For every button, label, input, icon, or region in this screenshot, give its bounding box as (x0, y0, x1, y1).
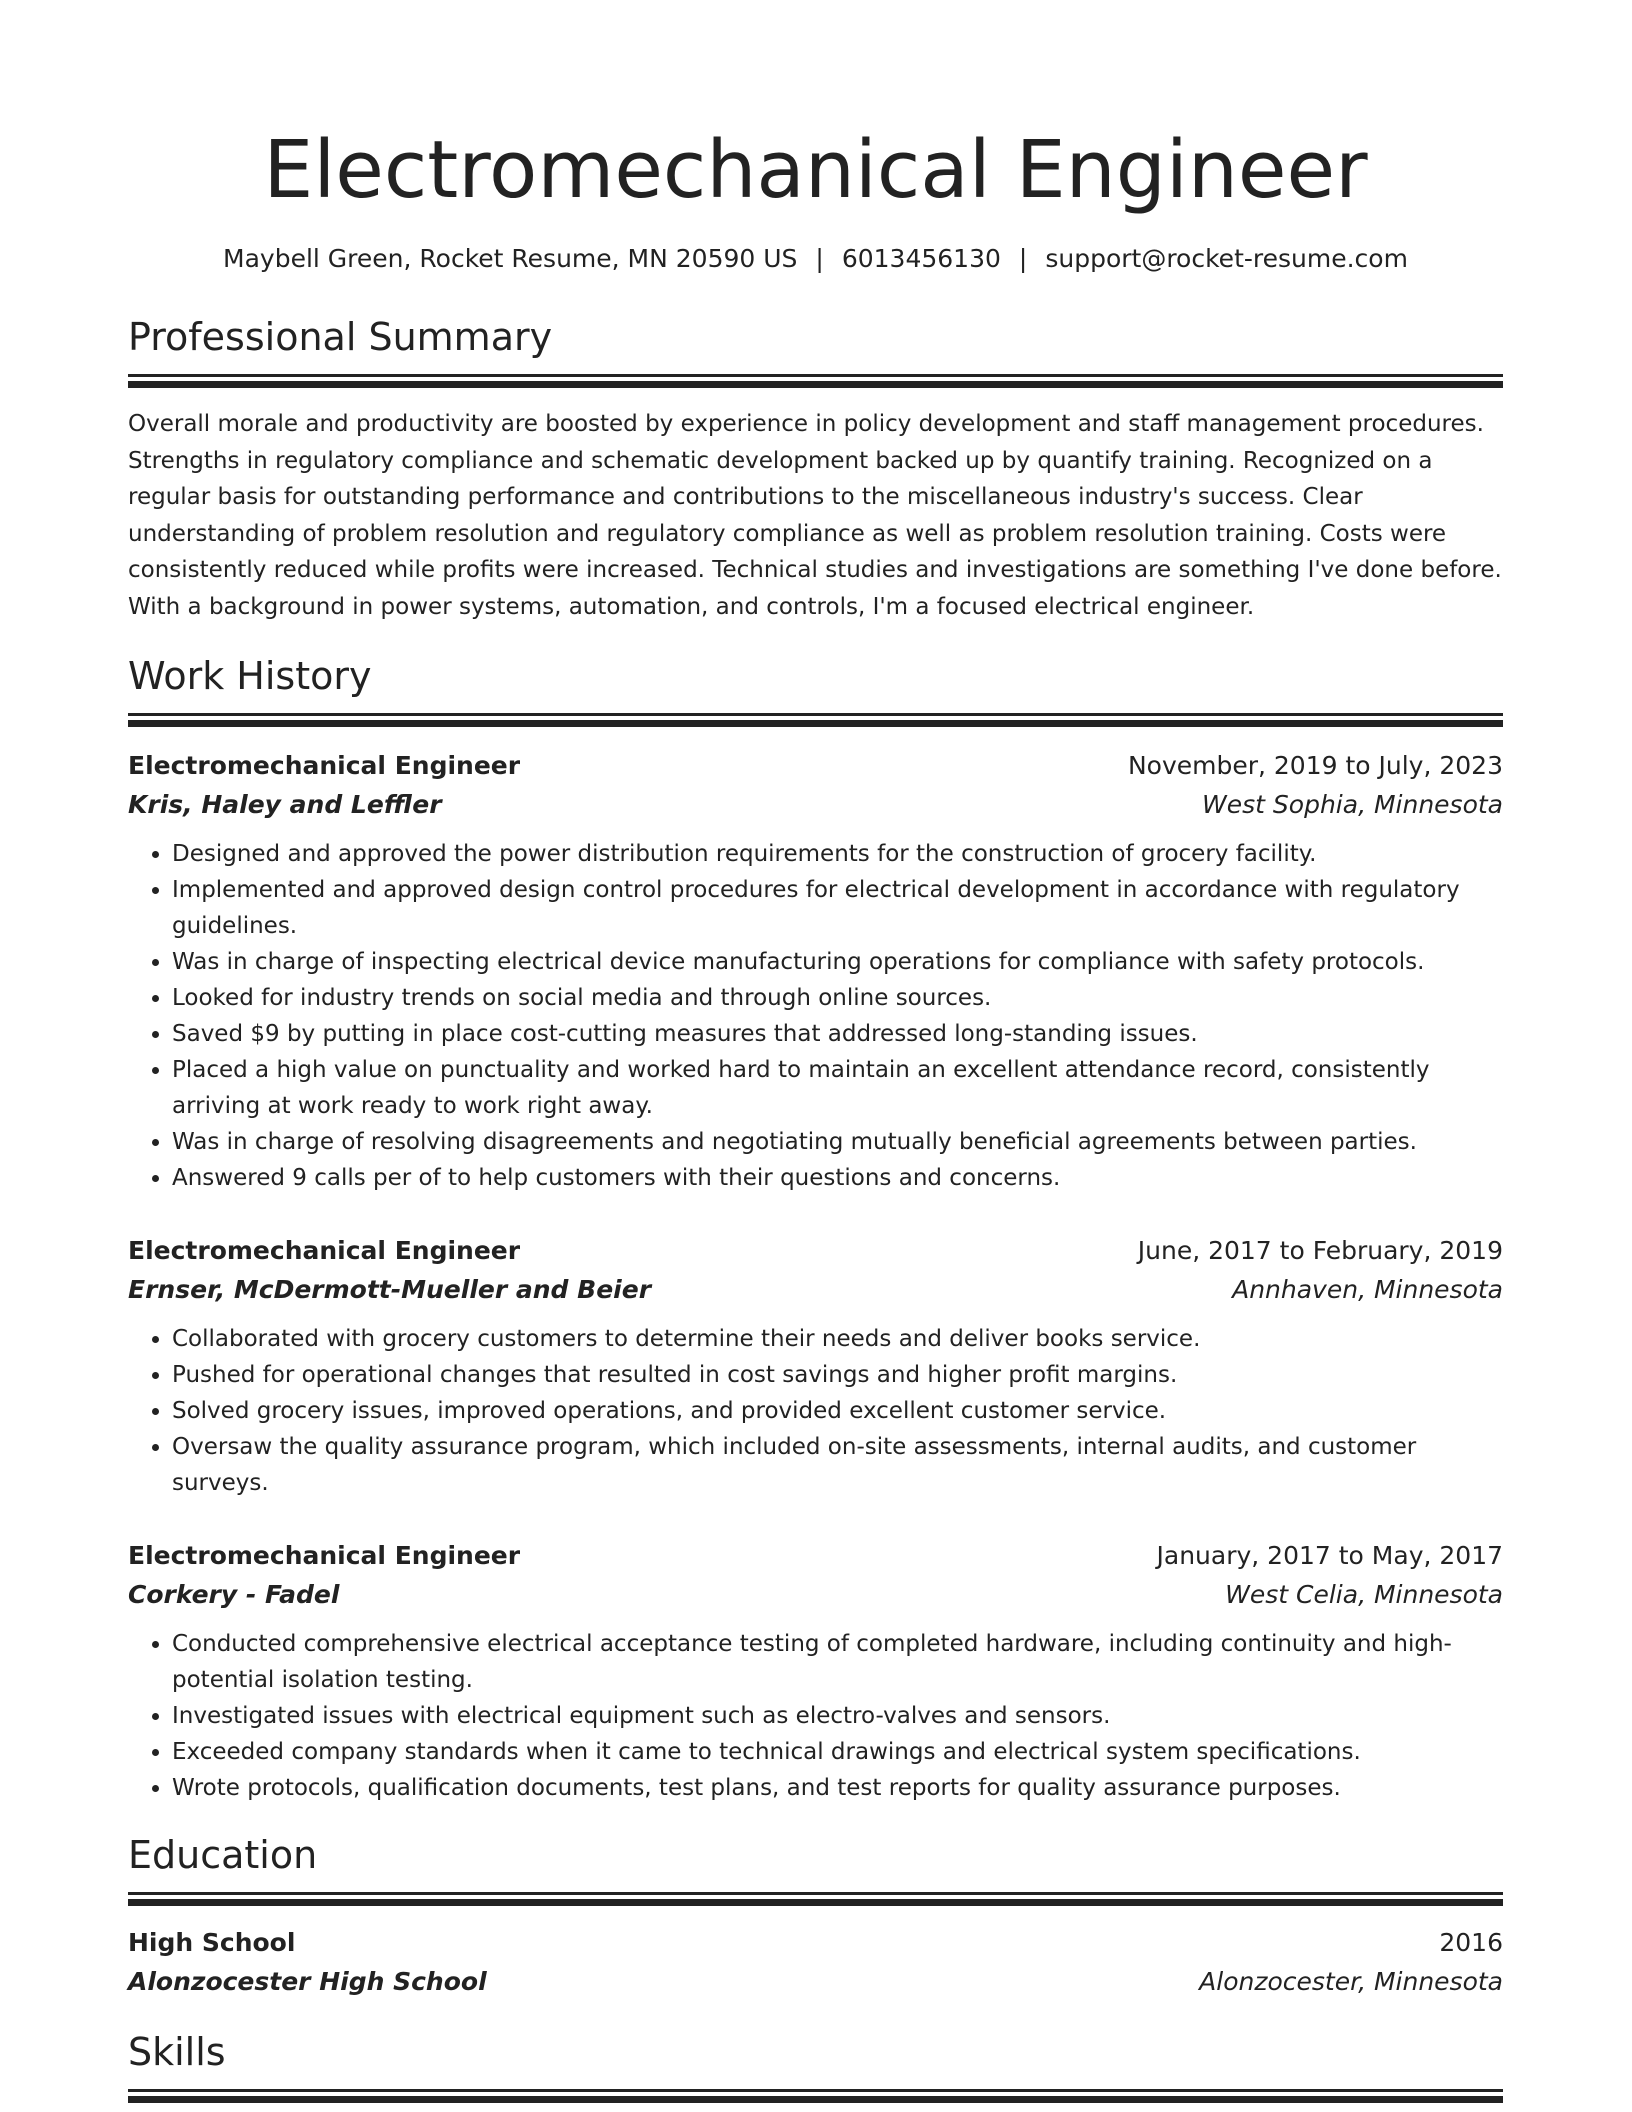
job-bullet: • Investigated issues with electrical equipment such as electro-valves and sensors. (172, 1698, 1503, 1734)
job-location: West Sophia, Minnesota (1202, 790, 1503, 819)
section-title-summary: Professional Summary (128, 315, 553, 359)
section-divider-thick (128, 720, 1503, 727)
section-divider-thick (128, 2096, 1503, 2103)
job-title: Electromechanical Engineer (128, 751, 521, 780)
job-bullet: • Placed a high value on punctuality and worked hard to maintain an excellent attendance record, consistently arriving at work ready to work right away. (172, 1052, 1503, 1124)
summary-section (128, 314, 1503, 625)
job-bullet: • Collaborated with grocery customers to determine their needs and deliver books service. (172, 1321, 1503, 1357)
job-bullet: • Exceeded company standards when it came to technical drawings and electrical system specifications. (172, 1734, 1503, 1770)
education-year: 2016 (1439, 1928, 1503, 1957)
job-dates: November, 2019 to July, 2023 (1127, 751, 1503, 780)
job-company: Ernser, McDermott-Mueller and Beier (128, 1275, 652, 1304)
education-degree: High School (128, 1928, 296, 1957)
section-title-work-history: Work History (128, 654, 372, 698)
section-divider (128, 374, 1503, 377)
work-history-section (128, 653, 1503, 1806)
section-title-skills: Skills (128, 2030, 226, 2074)
education-school: Alonzocester High School (128, 1967, 487, 1996)
job-bullet: • Solved grocery issues, improved operations, and provided excellent customer service. (172, 1393, 1503, 1429)
job-bullet: • Pushed for operational changes that resulted in cost savings and higher profit margins. (172, 1357, 1503, 1393)
contact-separator: | (815, 244, 824, 273)
job-title: Electromechanical Engineer (128, 1236, 521, 1265)
job-bullet: • Was in charge of inspecting electrical device manufacturing operations for compliance with safety protocols. (172, 944, 1503, 980)
job-bullet-list (128, 836, 1503, 1196)
job-location: West Celia, Minnesota (1225, 1580, 1503, 1609)
job-bullet: • Conducted comprehensive electrical acceptance testing of completed hardware, including continuity and high-potential isolation testing. (172, 1626, 1503, 1698)
section-divider (128, 1892, 1503, 1895)
education-location: Alonzocester, Minnesota (1199, 1967, 1503, 1996)
job-company: Corkery - Fadel (128, 1580, 340, 1609)
job-bullet: • Answered 9 calls per of to help customers with their questions and concerns. (172, 1160, 1503, 1196)
contact-email: support@rocket-resume.com (1045, 244, 1408, 273)
education-entry (128, 1924, 1503, 2001)
job-bullet: • Saved $9 by putting in place cost-cutting measures that addressed long-standing issues. (172, 1016, 1503, 1052)
contact-address: Maybell Green, Rocket Resume, MN 20590 US (223, 244, 798, 273)
section-divider-thick (128, 381, 1503, 388)
job-bullet: • Implemented and approved design control procedures for electrical development in accordance with regulatory guidelines. (172, 872, 1503, 944)
job-bullet: • Designed and approved the power distribution requirements for the construction of grocery facility. (172, 836, 1503, 872)
resume-name-title: Electromechanical Engineer (263, 124, 1368, 216)
job-entry (128, 1537, 1503, 1806)
education-section (128, 1832, 1503, 2001)
job-bullet-list (128, 1626, 1503, 1806)
job-entry (128, 1232, 1503, 1501)
job-bullet-list (128, 1321, 1503, 1501)
job-location: Annhaven, Minnesota (1232, 1275, 1503, 1304)
contact-line (128, 242, 1503, 276)
job-bullet: • Looked for industry trends on social media and through online sources. (172, 980, 1503, 1016)
job-entry (128, 747, 1503, 1196)
skills-section (128, 2029, 1503, 2103)
job-dates: January, 2017 to May, 2017 (1156, 1541, 1503, 1570)
section-title-education: Education (128, 1833, 318, 1877)
job-bullet: • Wrote protocols, qualification documents, test plans, and test reports for quality assurance purposes. (172, 1770, 1503, 1806)
section-divider (128, 713, 1503, 716)
summary-text: Overall morale and productivity are boosted by experience in policy development and staff management procedures. Strengths in regulatory compliance and schematic development backed up by quantify training. Recognized on a regular basis for outstanding performance and contributions to the miscellaneous industry's success. Clear understanding of problem resolution and regulatory compliance as well as problem resolution training. Costs were consistently reduced while profits were increased. Technical studies and investigations are something I've done before. With a background in power systems, automation, and controls, I'm a focused electrical engineer. (128, 411, 1502, 620)
contact-separator: | (1018, 244, 1028, 273)
job-title: Electromechanical Engineer (128, 1541, 521, 1570)
job-company: Kris, Haley and Leffler (128, 790, 442, 819)
job-dates: June, 2017 to February, 2019 (1137, 1236, 1503, 1265)
section-divider (128, 2089, 1503, 2092)
job-bullet: • Was in charge of resolving disagreements and negotiating mutually beneficial agreements between parties. (172, 1124, 1503, 1160)
contact-phone: 6013456130 (841, 244, 1001, 273)
section-divider-thick (128, 1899, 1503, 1906)
job-bullet: • Oversaw the quality assurance program, which included on-site assessments, internal audits, and customer surveys. (172, 1429, 1503, 1501)
